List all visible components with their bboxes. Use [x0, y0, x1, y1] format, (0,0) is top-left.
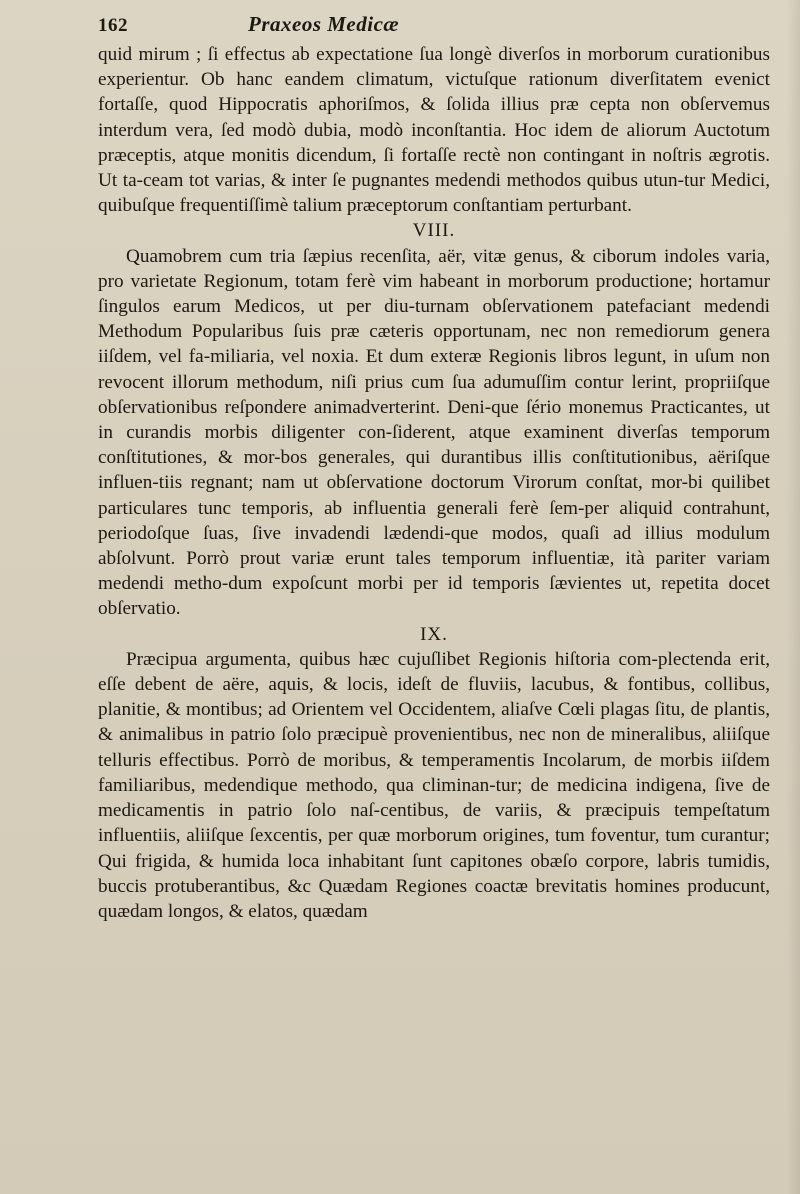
- paragraph-continuation: quid mirum ; ſi effectus ab expectatione ſua longè diverſos in morborum curationibus experientur. Ob hanc eandem climatum, victuſque rationum diverſitatem evenict fortaſſe, quod Hippocratis aphoriſmos, & ſolida illius præ cepta non obſervemus interdum vera, ſed modò dubia, modò inconſtantia. Hoc idem de aliorum Auctotum præceptis, atque monitis dicendum, ſi fortaſſe rectè non contingant in noſtris ægrotis. Ut ta-ceam tot varias, & inter ſe pugnantes medendi methodos quibus utun-tur Medici, quibuſque frequentiſſimè talium præceptorum conſtantiam perturbant.: [98, 44, 770, 217]
- running-head: Praxeos Medicæ: [248, 12, 400, 36]
- paragraph-section-viii: Quamobrem cum tria ſæpius recenſita, aër, vitæ genus, & ciborum indoles varia, pro varietate Regionum, totam ferè vim habeant in morborum productione; hortamur ſingulos earum Medicos, ut per diu-turnam obſervationem patefaciant medendi Methodum Popularibus ſuis præ cæteris opportunam, nec non remediorum genera iiſdem, vel fa-miliaria, vel noxia. Et dum exteræ Regionis libros legunt, in uſum non revocent illorum methodum, niſi prius cum ſua adumuſſim contur lerint, propriiſque obſervationibus reſpondere animadverterint. Deni-que ſério monemus Practicantes, ut in curandis morbis diligenter con-ſiderent, atque examinent diverſas temporum conſtitutiones, & mor-bos generales, qui durantibus illis conſtitutionibus, aëriſque influen-tiis regnant; nam ut obſervatione doctorum Virorum conſtat, mor-bi quilibet particulares tunc temporis, ab influentia generali ferè ſem-per aliquid contrahunt, periodoſque ſuas, ſive invadendi lædendi-que modos, quaſi ad illius modulum abſolvunt. Porrò prout variæ erunt tales temporum influentiæ, ità pariter variam medendi metho-dum expoſcunt morbi per id temporis ſævientes ut, repetita docet obſervatio.: [98, 245, 770, 620]
- page-number: 162: [98, 15, 128, 36]
- page-header: [98, 12, 770, 42]
- section-heading-viii: VIII.: [412, 220, 456, 242]
- paragraph-section-ix: Præcipua argumenta, quibus hæc cujuſlibet Regionis hiſtoria com-plectenda erit, eſſe debent de aëre, aquis, & locis, ideſt de fluviis, lacubus, & fontibus, collibus, planitie, & montibus; ad Orientem vel Occidentem, aliaſve Cœli plagas ſitu, de plantis, & animalibus in patrio ſolo præcipuè provenientibus, nec non de mineralibus, aliiſque telluris effectibus. Porrò de moribus, & temperamentis Incolarum, de morbis iiſdem familiaribus, medendique methodo, qua climinan-tur; de medicina indigena, ſive de medicamentis in patrio ſolo naſ-centibus, de variis, & præcipuis tempeſtatum influentiis, aliiſque ſexcentis, per quæ morborum origines, tum foventur, tum curantur; Qui frigida, & humida loca inhabitant ſunt capitones obæſo corpore, labris tumidis, buccis protuberantibus, &c Quædam Regiones coactæ brevitatis homines producunt, quædam longos, & elatos, quædam: [98, 648, 770, 922]
- section-heading-ix: IX.: [420, 623, 448, 645]
- body-text: [98, 42, 770, 924]
- page-edge-shadow: [786, 0, 800, 1194]
